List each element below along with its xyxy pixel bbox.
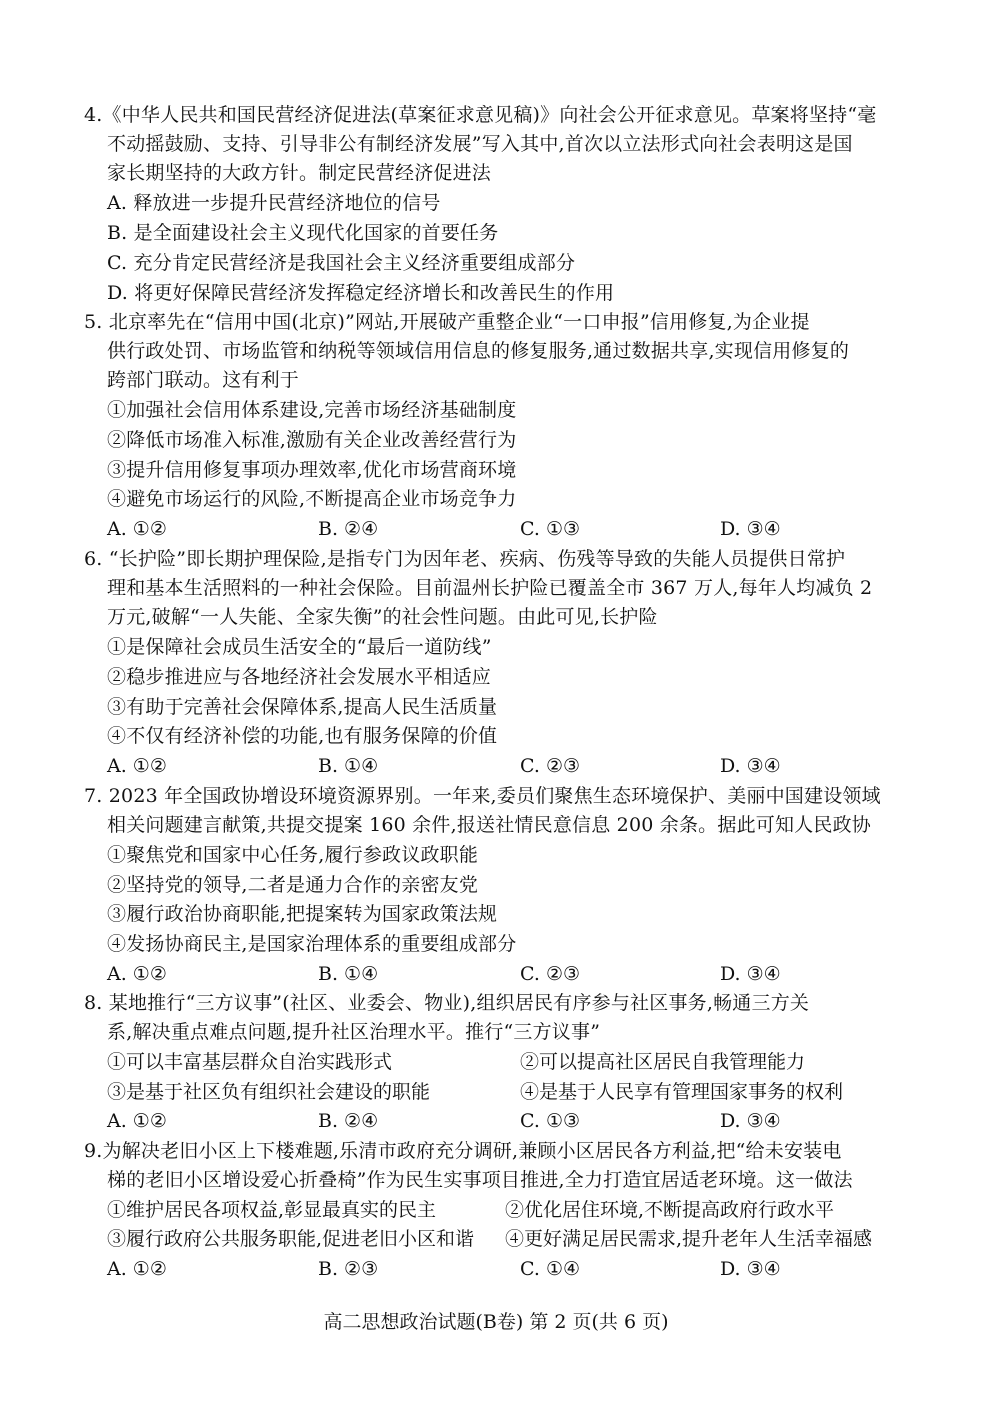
- question-6-choice-b: B. ①④: [318, 755, 379, 777]
- question-5-line-1: 5. 北京率先在“信用中国(北京)”网站,开展破产重整企业“一口申报”信用修复,为企业提: [84, 311, 810, 333]
- question-6-choice-c: C. ②③: [520, 755, 581, 777]
- question-8-choice-a: A. ①②: [107, 1110, 167, 1132]
- question-8-item-3: ③是基于社区负有组织社会建设的职能: [107, 1081, 431, 1103]
- question-5-line-3: 跨部门联动。这有利于: [107, 369, 300, 391]
- question-9-line-1: 9.为解决老旧小区上下楼难题,乐清市政府充分调研,兼顾小区居民各方利益,把“给未安装电: [84, 1140, 842, 1162]
- question-8-choice-d: D. ③④: [720, 1110, 781, 1132]
- question-7-item-3: ③履行政治协商职能,把提案转为国家政策法规: [107, 903, 498, 925]
- question-8-line-1: 8. 某地推行“三方议事”(社区、业委会、物业),组织居民有序参与社区事务,畅通三方关: [84, 992, 810, 1014]
- question-4-option-b: B. 是全面建设社会主义现代化国家的首要任务: [107, 222, 499, 244]
- question-9-line-2: 梯的老旧小区增设爱心折叠椅”作为民生实事项目推进,全力打造宜居适老环境。这一做法: [107, 1169, 853, 1191]
- question-9-item-1: ①维护居民各项权益,彰显最真实的民主: [107, 1199, 437, 1221]
- question-9-item-3: ③履行政府公共服务职能,促进老旧小区和谐: [107, 1228, 475, 1250]
- question-4-option-d: D. 将更好保障民营经济发挥稳定经济增长和改善民生的作用: [107, 282, 615, 304]
- question-7-choice-c: C. ②③: [520, 963, 581, 985]
- question-6-item-3: ③有助于完善社会保障体系,提高人民生活质量: [107, 696, 498, 718]
- question-9-item-4: ④更好满足居民需求,提升老年人生活幸福感: [505, 1228, 873, 1250]
- question-4-line-3: 家长期坚持的大政方针。制定民营经济促进法: [107, 162, 492, 184]
- question-6-choice-a: A. ①②: [107, 755, 167, 777]
- question-5-choice-b: B. ②④: [318, 518, 379, 540]
- question-9-choice-a: A. ①②: [107, 1258, 167, 1280]
- question-8-choice-c: C. ①③: [520, 1110, 581, 1132]
- question-6-line-3: 万元,破解“一人失能、全家失衡”的社会性问题。由此可见,长护险: [107, 606, 658, 628]
- question-5-line-2: 供行政处罚、市场监管和纳税等领域信用信息的修复服务,通过数据共享,实现信用修复的: [107, 340, 850, 362]
- question-4-option-c: C. 充分肯定民营经济是我国社会主义经济重要组成部分: [107, 252, 576, 274]
- question-8-item-4: ④是基于人民享有管理国家事务的权利: [520, 1081, 844, 1103]
- question-4-line-1: 4.《中华人民共和国民营经济促进法(草案征求意见稿)》向社会公开征求意见。草案将坚持“毫: [84, 104, 877, 126]
- question-7-line-1: 7. 2023 年全国政协增设环境资源界别。一年来,委员们聚焦生态环境保护、美丽中国建设领域: [84, 785, 881, 807]
- question-6-line-1: 6. “长护险”即长期护理保险,是指专门为因年老、疾病、伤残等导致的失能人员提供日常护: [84, 548, 846, 570]
- question-7-item-4: ④发扬协商民主,是国家治理体系的重要组成部分: [107, 933, 517, 955]
- question-7-choice-b: B. ①④: [318, 963, 379, 985]
- question-8-line-2: 系,解决重点难点问题,提升社区治理水平。推行“三方议事”: [107, 1021, 601, 1043]
- question-5-item-1: ①加强社会信用体系建设,完善市场经济基础制度: [107, 399, 517, 421]
- question-5-item-4: ④避免市场运行的风险,不断提高企业市场竞争力: [107, 488, 517, 510]
- question-8-item-2: ②可以提高社区居民自我管理能力: [520, 1051, 806, 1073]
- question-5-item-2: ②降低市场准入标准,激励有关企业改善经营行为: [107, 429, 517, 451]
- question-6-line-2: 理和基本生活照料的一种社会保险。目前温州长护险已覆盖全市 367 万人,每年人均减负 2: [107, 577, 873, 599]
- question-6-item-1: ①是保障社会成员生活安全的“最后一道防线”: [107, 636, 492, 658]
- question-7-choice-a: A. ①②: [107, 963, 167, 985]
- question-7-choice-d: D. ③④: [720, 963, 781, 985]
- question-5-choice-a: A. ①②: [107, 518, 167, 540]
- question-4-line-2: 不动摇鼓励、支持、引导非公有制经济发展”写入其中,首次以立法形式向社会表明这是国: [107, 133, 853, 155]
- question-5-choice-d: D. ③④: [720, 518, 781, 540]
- question-5-item-3: ③提升信用修复事项办理效率,优化市场营商环境: [107, 459, 517, 481]
- question-7-item-2: ②坚持党的领导,二者是通力合作的亲密友党: [107, 874, 479, 896]
- question-9-choice-c: C. ①④: [520, 1258, 581, 1280]
- question-9-item-2: ②优化居住环境,不断提高政府行政水平: [505, 1199, 835, 1221]
- question-4-option-a: A. 释放进一步提升民营经济地位的信号: [107, 192, 441, 214]
- question-9-choice-d: D. ③④: [720, 1258, 781, 1280]
- question-5-choice-c: C. ①③: [520, 518, 581, 540]
- question-7-line-2: 相关问题建言献策,共提交提案 160 余件,报送社情民意信息 200 余条。据此可知人民政协: [107, 814, 871, 836]
- question-8-item-1: ①可以丰富基层群众自治实践形式: [107, 1051, 393, 1073]
- page-footer: 高二思想政治试题(B卷) 第 2 页(共 6 页): [323, 1311, 669, 1333]
- question-7-item-1: ①聚焦党和国家中心任务,履行参政议政职能: [107, 844, 479, 866]
- question-6-item-2: ②稳步推进应与各地经济社会发展水平相适应: [107, 666, 492, 688]
- question-9-choice-b: B. ②③: [318, 1258, 379, 1280]
- question-8-choice-b: B. ②④: [318, 1110, 379, 1132]
- question-6-choice-d: D. ③④: [720, 755, 781, 777]
- question-6-item-4: ④不仅有经济补偿的功能,也有服务保障的价值: [107, 725, 498, 747]
